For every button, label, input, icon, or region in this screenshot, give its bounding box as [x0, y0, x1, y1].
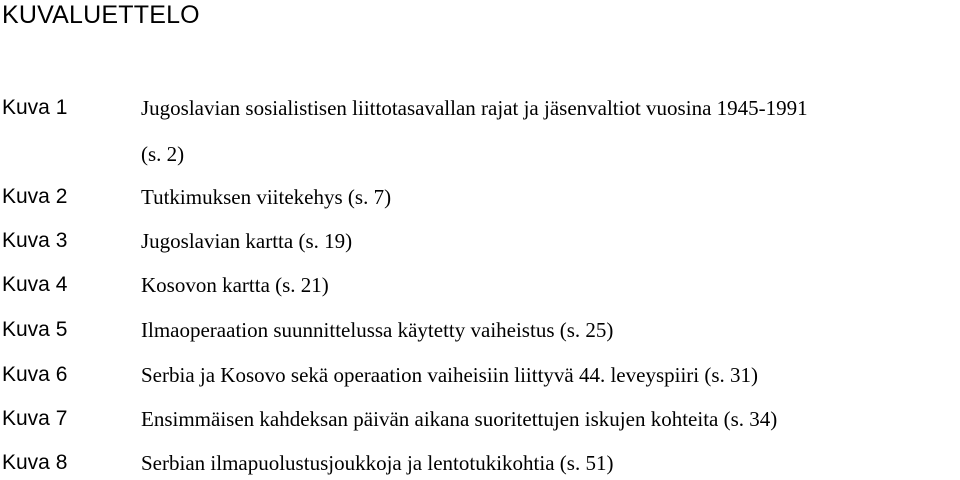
figure-description: Kosovon kartta (s. 21) [141, 273, 329, 297]
figure-list-item [0, 404, 960, 434]
figure-description-continuation: (s. 2) [141, 142, 185, 166]
figure-list-item [0, 182, 960, 212]
page-title: KUVALUETTELO [2, 1, 200, 29]
figure-list-item [0, 315, 960, 345]
figure-label: Kuva 3 [2, 229, 68, 252]
figure-list-item [0, 270, 960, 300]
figure-label: Kuva 8 [2, 451, 68, 474]
figure-label: Kuva 7 [2, 407, 68, 430]
figure-label: Kuva 5 [2, 318, 68, 341]
figure-description: Serbia ja Kosovo sekä operaation vaiheisiin liittyvä 44. leveyspiiri (s. 31) [141, 363, 759, 387]
figure-description: Jugoslavian sosialistisen liittotasavallan rajat ja jäsenvaltiot vuosina 1945-1991 [141, 96, 808, 120]
figure-description: Jugoslavian kartta (s. 19) [141, 229, 353, 253]
figure-list-item [0, 360, 960, 390]
figure-description: Serbian ilmapuolustusjoukkoja ja lentotukikohtia (s. 51) [141, 451, 614, 475]
figure-description: Ilmaoperaation suunnittelussa käytetty vaiheistus (s. 25) [141, 318, 614, 342]
figure-description: Ensimmäisen kahdeksan päivän aikana suoritettujen iskujen kohteita (s. 34) [141, 407, 778, 431]
figure-list-item [0, 448, 960, 478]
figure-label: Kuva 1 [2, 96, 68, 119]
figure-list-item [0, 226, 960, 256]
figure-label: Kuva 6 [2, 363, 68, 386]
figure-label: Kuva 2 [2, 185, 68, 208]
figure-description: Tutkimuksen viitekehys (s. 7) [141, 185, 392, 209]
figure-label: Kuva 4 [2, 273, 68, 296]
figure-list-item [0, 93, 960, 123]
